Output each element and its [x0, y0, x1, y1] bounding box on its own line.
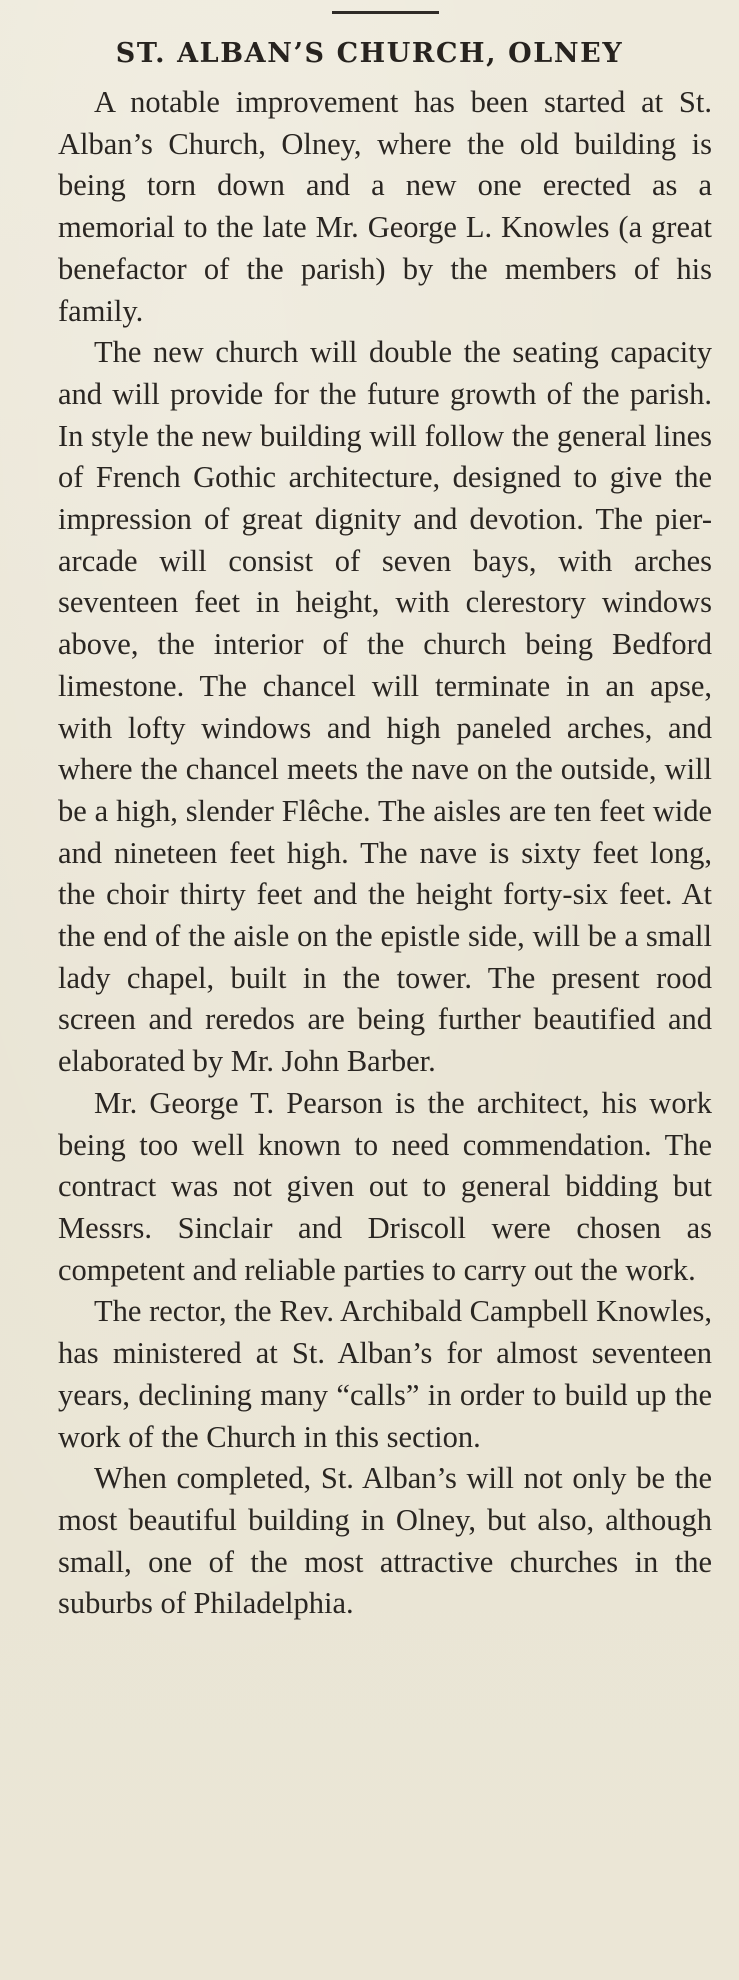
paragraph-rector: The rector, the Rev. Archibald Campbell Knowles, has ministered at St. Alban’s for almost seventeen years, declining many “calls” in order to build up the work of the Church in this section. — [58, 1294, 712, 1454]
article-title: ST. ALBAN’S CHURCH, OLNEY — [115, 38, 624, 69]
paragraph-memorial: A notable improvement has been started at St. Alban’s Church, Olney, where the old building is being torn down and a new one erected as a memorial to the late Mr. George L. Knowles (a great benefactor of the parish) by the members of his family. — [58, 85, 712, 328]
top-rule-divider — [332, 11, 439, 14]
paragraph-architect: Mr. George T. Pearson is the architect, his work being too well known to need commendation. The contract was not given out to general bidding but Messrs. Sinclair and Driscoll were chosen as competent and reliable parties to carry out the work. — [58, 1085, 712, 1287]
paragraph-architecture: The new church will double the seating capacity and will provide for the future growth of the parish. In style the new building will follow the general lines of French Gothic architecture, designed to give the impression of great dignity and devotion. The pier-arcade will consist of seven bays, with arches seventeen feet in height, with clerestory windows above, the interior of the church being Bedford limestone. The chancel will terminate in an apse, with lofty windows and high paneled arches, and where the chancel meets the nave on the outside, will be a high, slender Flêche. The aisles are ten feet wide and nineteen feet high. The nave is sixty feet long, the choir thirty feet and the height forty-six feet. At the end of the aisle on the epistle side, will be a small lady chapel, built in the tower. The present rood screen and reredos are being further beautified and elaborated by Mr. John Barber. — [58, 335, 712, 1079]
article-body — [58, 82, 712, 1625]
paragraph-completion: When completed, St. Alban’s will not only be the most beautiful building in Olney, but also, although small, one of the most attractive churches in the suburbs of Philadelphia. — [58, 1461, 712, 1621]
